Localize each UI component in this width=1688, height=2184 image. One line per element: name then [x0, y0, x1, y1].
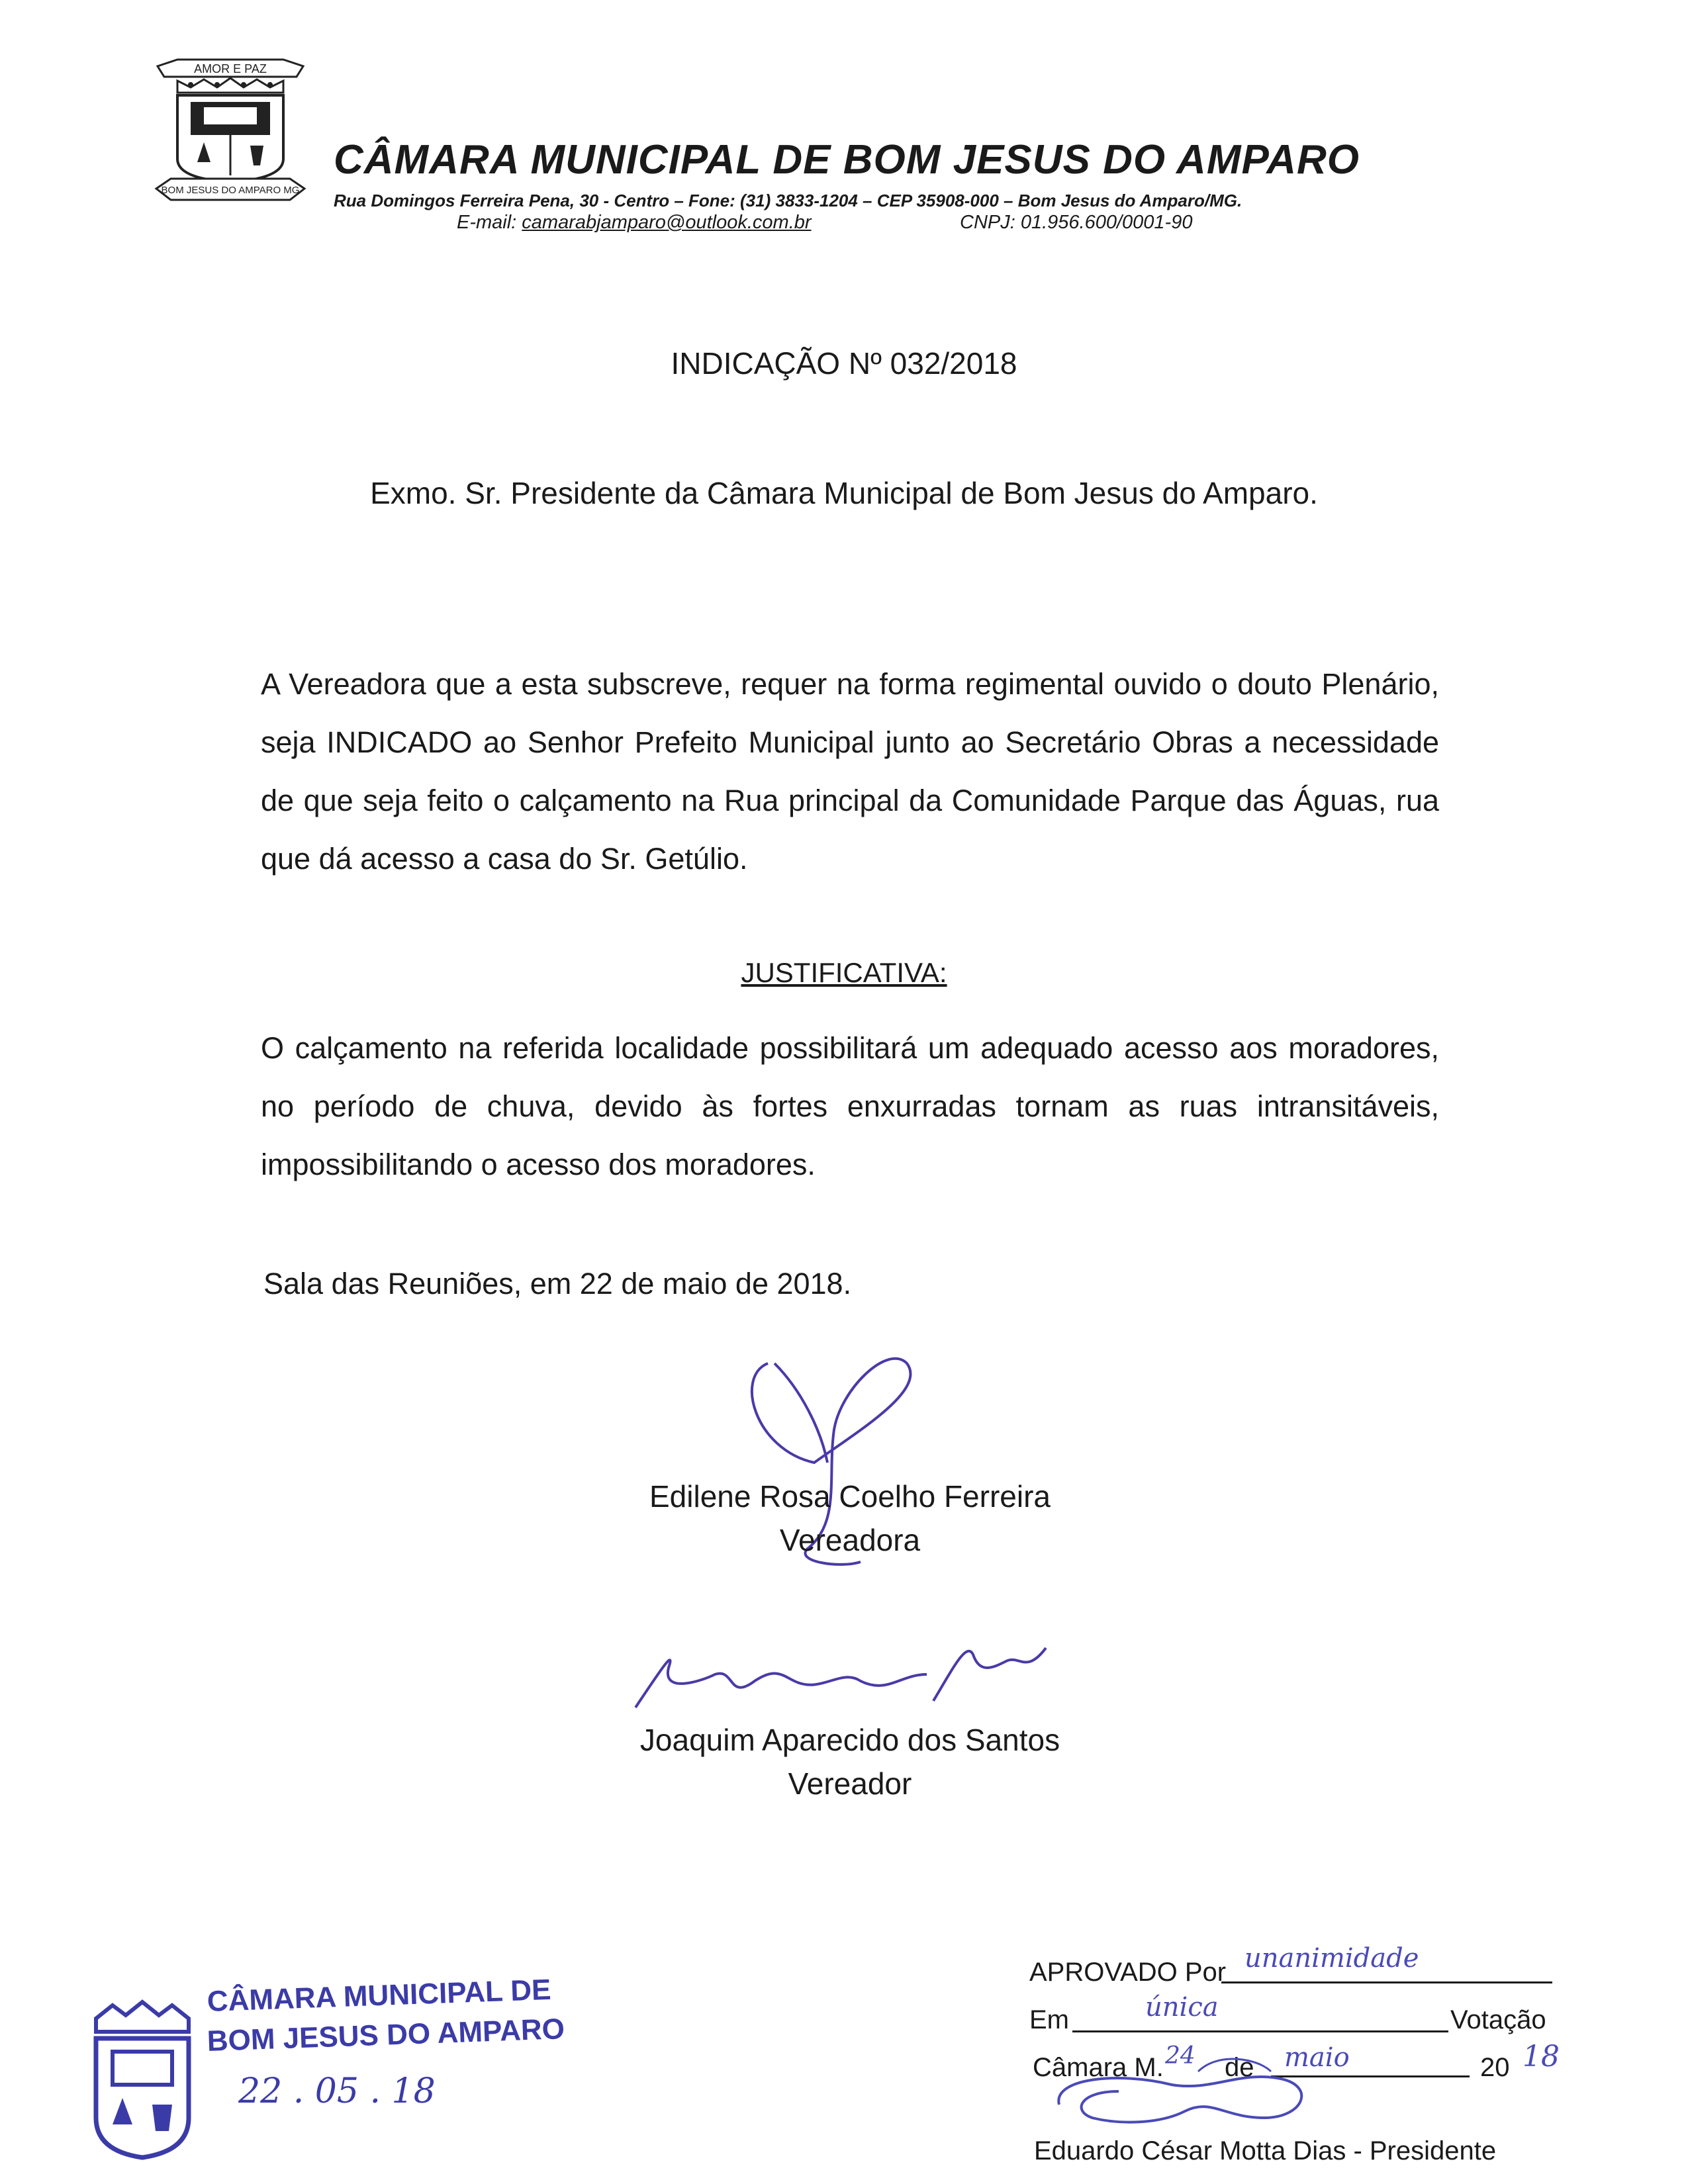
signature-block-1	[552, 1475, 1148, 1562]
signer-role: Vereador	[788, 1766, 912, 1801]
stamp-line-1: CÂMARA MUNICIPAL DE	[207, 1973, 552, 2018]
approval-year-prefix: 20	[1480, 2053, 1510, 2082]
document-title: INDICAÇÃO Nº 032/2018	[671, 346, 1017, 381]
approval-in-label: Em	[1029, 2005, 1069, 2034]
approval-year-suffix: 18	[1523, 2040, 1560, 2073]
stamp-crest-icon	[86, 1992, 199, 2171]
approval-de-label: de	[1225, 2053, 1254, 2082]
president-signature	[1039, 2045, 1410, 2144]
approval-month: maio	[1284, 2042, 1350, 2073]
approval-line-1	[1029, 1958, 1226, 1987]
svg-text:AMOR E PAZ: AMOR E PAZ	[194, 62, 267, 75]
signature-block-2	[552, 1718, 1148, 1805]
approval-underline-2	[1072, 2030, 1448, 2032]
date-line: Sala das Reuniões, em 22 de maio de 2018.	[263, 1267, 852, 1300]
approval-chamber-label: Câmara M.	[1033, 2053, 1164, 2082]
email-label: E-mail:	[457, 212, 522, 233]
greeting: Exmo. Sr. Presidente da Câmara Municipal de Bom Jesus do Amparo.	[370, 476, 1318, 510]
stamp-date-handwritten: 22 . 05 . 18	[238, 2071, 436, 2111]
approval-by-value: unanimidade	[1244, 1943, 1419, 1974]
approval-day: 24	[1165, 2042, 1196, 2070]
svg-text:BOM JESUS DO AMPARO MG: BOM JESUS DO AMPARO MG	[161, 185, 300, 196]
chamber-title: CÂMARA MUNICIPAL DE BOM JESUS DO AMPARO	[334, 137, 1360, 183]
approval-president: Eduardo César Motta Dias - Presidente	[1034, 2136, 1497, 2165]
approval-in-value: única	[1145, 1992, 1219, 2023]
stamp-line-2: BOM JESUS DO AMPARO	[207, 2013, 565, 2058]
approval-vote-label: Votação	[1450, 2005, 1546, 2034]
cnpj: CNPJ: 01.956.600/0001-90	[960, 212, 1193, 233]
signer-name: Joaquim Aparecido dos Santos	[639, 1723, 1060, 1757]
chamber-address: Rua Domingos Ferreira Pena, 30 - Centro – Fone: (31) 3833-1204 – CEP 35908-000 – Bom Jesus do Amparo/MG.	[334, 191, 1243, 210]
email-link[interactable]: camarabjamparo@outlook.com.br	[522, 212, 812, 233]
justification-paragraph: O calçamento na referida localidade possibilitará um adequado acesso aos moradores, no período de chuva, devido às fortes enxurradas tornam as ruas intransitáveis, impossibilitando o acesso dos moradores.	[261, 1031, 1439, 1181]
handwritten-signature-2	[622, 1628, 1072, 1727]
approval-underline-1	[1221, 1981, 1552, 1983]
request-paragraph: A Vereadora que a esta subscreve, requer na forma regimental ouvido o douto Plenário, seja INDICADO ao Senhor Prefeito Municipal junto ao Secretário Obras a necessidade de que seja feito o calçamento na Rua principal da Comunidade Parque das Águas, rua que dá acesso a casa do Sr. Getúlio.	[261, 667, 1439, 876]
signer-name: Edilene Rosa Coelho Ferreira	[649, 1479, 1051, 1514]
chamber-contact	[457, 212, 1193, 234]
approval-by-label: APROVADO Por	[1029, 1958, 1227, 1987]
signer-role: Vereadora	[779, 1523, 921, 1557]
municipal-crest-logo	[151, 46, 310, 218]
justification-title: JUSTIFICATIVA:	[741, 957, 947, 988]
